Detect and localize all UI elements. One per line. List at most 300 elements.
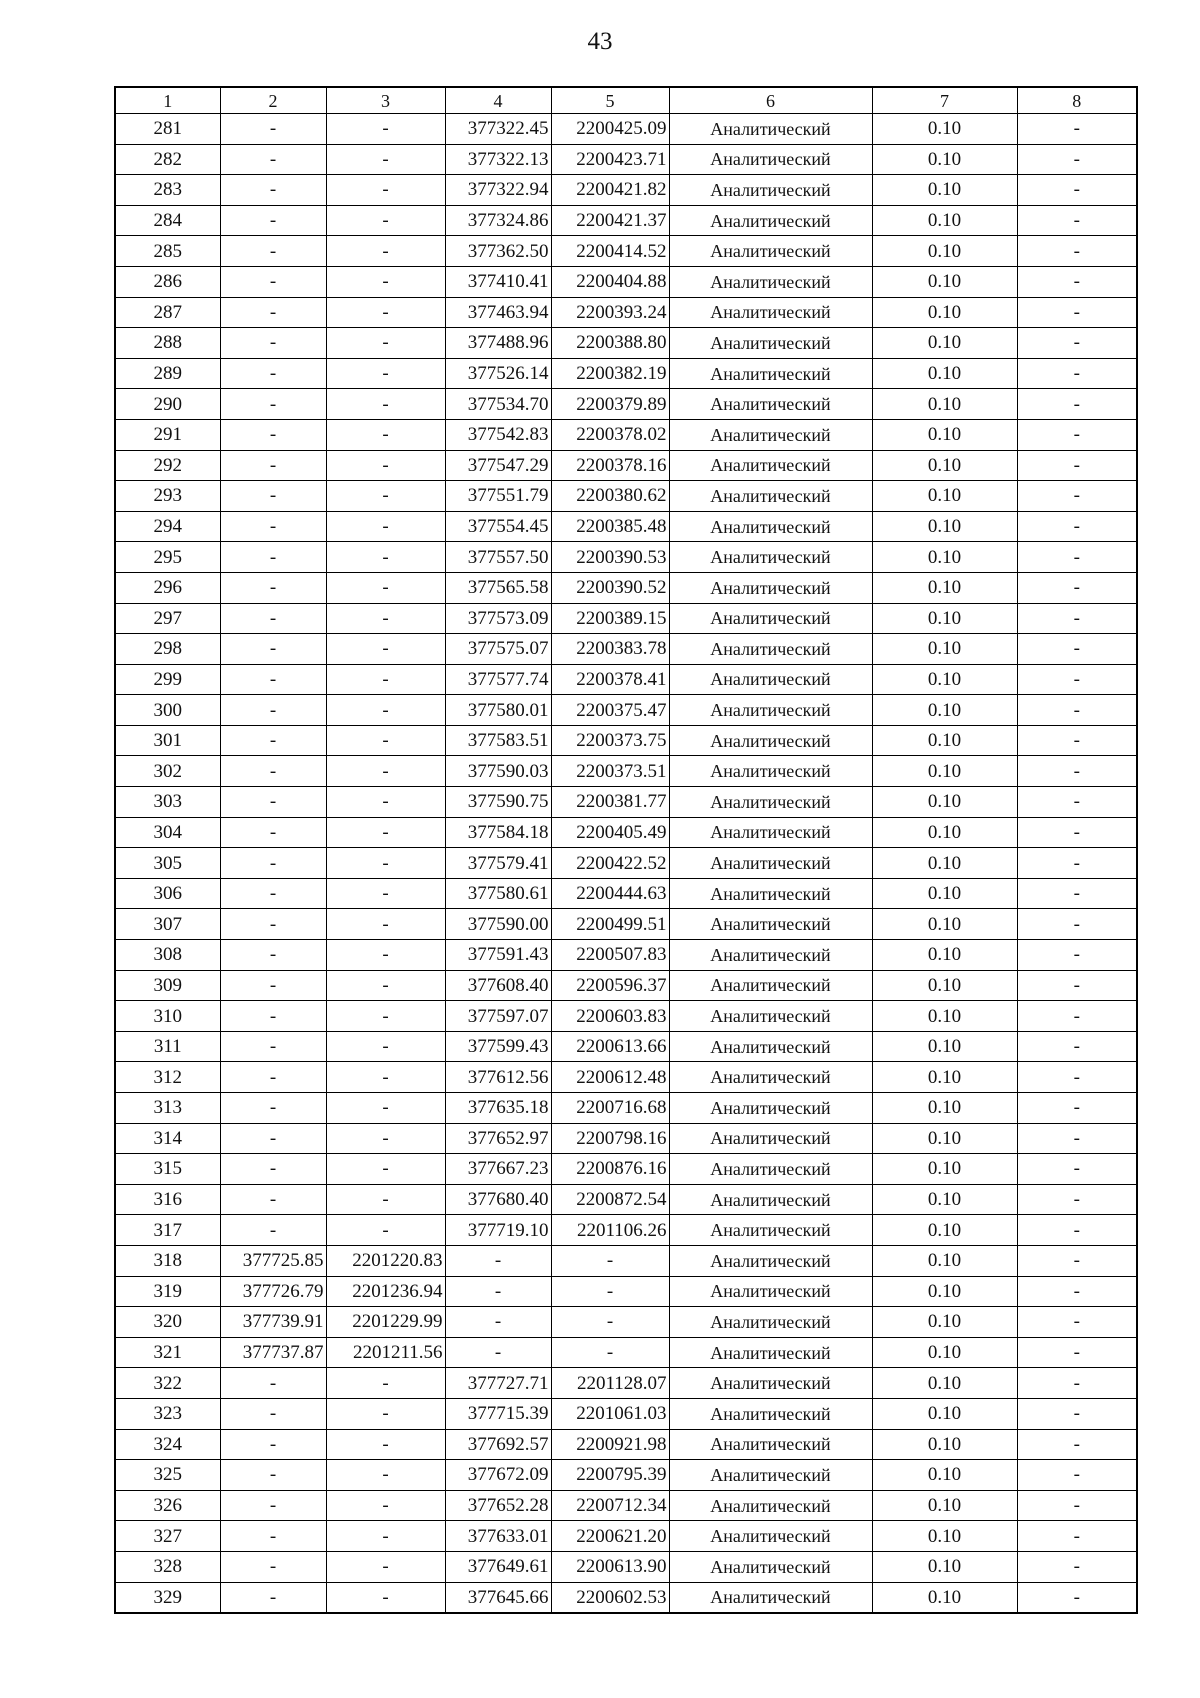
table-cell: 377554.45 xyxy=(445,511,551,542)
table-cell: 2200389.15 xyxy=(551,603,669,634)
table-cell: - xyxy=(326,297,445,328)
table-cell: Аналитический xyxy=(669,695,872,726)
table-cell: - xyxy=(220,481,326,512)
table-cell: - xyxy=(1017,1582,1137,1613)
table-cell: - xyxy=(220,1521,326,1552)
table-cell: Аналитический xyxy=(669,1307,872,1338)
table-cell: 377526.14 xyxy=(445,358,551,389)
table-cell: 0.10 xyxy=(872,236,1017,267)
table-cell: - xyxy=(326,909,445,940)
table-cell: - xyxy=(326,1551,445,1582)
table-cell: 2200373.75 xyxy=(551,725,669,756)
table-cell: - xyxy=(1017,817,1137,848)
table-cell: 0.10 xyxy=(872,114,1017,145)
table-cell: - xyxy=(1017,603,1137,634)
table-cell: - xyxy=(220,970,326,1001)
table-cell: - xyxy=(1017,1093,1137,1124)
table-cell: - xyxy=(220,1154,326,1185)
table-row xyxy=(115,1429,1137,1460)
table-cell: 301 xyxy=(115,725,220,756)
table-row xyxy=(115,481,1137,512)
table-row xyxy=(115,1582,1137,1613)
table-cell: 377542.83 xyxy=(445,419,551,450)
table-cell: 318 xyxy=(115,1245,220,1276)
table-cell: 2200421.82 xyxy=(551,175,669,206)
column-header: 1 xyxy=(115,87,220,114)
table-cell: 292 xyxy=(115,450,220,481)
table-cell: - xyxy=(1017,1062,1137,1093)
table-cell: 377652.97 xyxy=(445,1123,551,1154)
table-cell: 377715.39 xyxy=(445,1398,551,1429)
table-row xyxy=(115,542,1137,573)
table-cell: 377597.07 xyxy=(445,1001,551,1032)
table-cell: 317 xyxy=(115,1215,220,1246)
table-cell: 377590.03 xyxy=(445,756,551,787)
table-cell: Аналитический xyxy=(669,1245,872,1276)
table-cell: 307 xyxy=(115,909,220,940)
table-cell: - xyxy=(220,664,326,695)
table-cell: 0.10 xyxy=(872,328,1017,359)
table-cell: - xyxy=(1017,542,1137,573)
table-cell: 0.10 xyxy=(872,144,1017,175)
table-cell: - xyxy=(326,1184,445,1215)
table-cell: - xyxy=(326,481,445,512)
table-cell: - xyxy=(326,1154,445,1185)
table-cell: 377322.45 xyxy=(445,114,551,145)
table-cell: 304 xyxy=(115,817,220,848)
table-row xyxy=(115,878,1137,909)
table-cell: - xyxy=(551,1276,669,1307)
table-row xyxy=(115,1093,1137,1124)
table-cell: 2200612.48 xyxy=(551,1062,669,1093)
table-cell: 0.10 xyxy=(872,1551,1017,1582)
table-cell: 2200621.20 xyxy=(551,1521,669,1552)
table-cell: - xyxy=(220,236,326,267)
table-cell: Аналитический xyxy=(669,389,872,420)
table-cell: - xyxy=(220,450,326,481)
table-cell: 377726.79 xyxy=(220,1276,326,1307)
table-row xyxy=(115,634,1137,665)
table-cell: 2200602.53 xyxy=(551,1582,669,1613)
table-cell: 377590.75 xyxy=(445,787,551,818)
table-cell: - xyxy=(1017,572,1137,603)
table-cell: 0.10 xyxy=(872,848,1017,879)
table-cell: 297 xyxy=(115,603,220,634)
table-cell: - xyxy=(1017,114,1137,145)
table-cell: 287 xyxy=(115,297,220,328)
table-cell: 377633.01 xyxy=(445,1521,551,1552)
table-cell: Аналитический xyxy=(669,1398,872,1429)
table-header-row xyxy=(115,87,1137,114)
table-cell: 377739.91 xyxy=(220,1307,326,1338)
table-row xyxy=(115,1123,1137,1154)
table-cell: 315 xyxy=(115,1154,220,1185)
table-cell: - xyxy=(326,1031,445,1062)
table-row xyxy=(115,817,1137,848)
table-cell: 0.10 xyxy=(872,940,1017,971)
table-cell: - xyxy=(1017,970,1137,1001)
table-cell: 377727.71 xyxy=(445,1368,551,1399)
table-body xyxy=(115,114,1137,1614)
table-row xyxy=(115,205,1137,236)
table-cell: 0.10 xyxy=(872,1093,1017,1124)
table-row xyxy=(115,328,1137,359)
table-cell: Аналитический xyxy=(669,787,872,818)
table-cell: Аналитический xyxy=(669,114,872,145)
table-cell: 2200876.16 xyxy=(551,1154,669,1185)
table-cell: 2200393.24 xyxy=(551,297,669,328)
table-cell: 0.10 xyxy=(872,603,1017,634)
table-cell: - xyxy=(220,144,326,175)
table-cell: - xyxy=(1017,1276,1137,1307)
table-row xyxy=(115,114,1137,145)
table-cell: - xyxy=(1017,664,1137,695)
table-cell: - xyxy=(326,1521,445,1552)
table-cell: - xyxy=(1017,175,1137,206)
table-cell: 2200872.54 xyxy=(551,1184,669,1215)
table-row xyxy=(115,787,1137,818)
table-cell: 377575.07 xyxy=(445,634,551,665)
table-cell: - xyxy=(326,511,445,542)
table-cell: Аналитический xyxy=(669,1001,872,1032)
table-cell: 0.10 xyxy=(872,1031,1017,1062)
table-cell: 2201229.99 xyxy=(326,1307,445,1338)
table-cell: 2200921.98 xyxy=(551,1429,669,1460)
table-row xyxy=(115,1215,1137,1246)
table-cell: 0.10 xyxy=(872,664,1017,695)
table-cell: - xyxy=(326,1398,445,1429)
table-cell: - xyxy=(220,175,326,206)
table-cell: 288 xyxy=(115,328,220,359)
table-cell: - xyxy=(220,511,326,542)
table-cell: - xyxy=(1017,1123,1137,1154)
table-cell: - xyxy=(1017,1429,1137,1460)
table-cell: - xyxy=(326,1429,445,1460)
table-cell: Аналитический xyxy=(669,1215,872,1246)
table-cell: - xyxy=(326,572,445,603)
table-cell: 2200444.63 xyxy=(551,878,669,909)
table-cell: 300 xyxy=(115,695,220,726)
table-row xyxy=(115,970,1137,1001)
table-cell: 377580.01 xyxy=(445,695,551,726)
table-cell: 0.10 xyxy=(872,1184,1017,1215)
table-row xyxy=(115,1551,1137,1582)
column-header: 5 xyxy=(551,87,669,114)
table-cell: 2201211.56 xyxy=(326,1337,445,1368)
table-row xyxy=(115,450,1137,481)
table-cell: - xyxy=(326,419,445,450)
table-cell: Аналитический xyxy=(669,634,872,665)
column-header: 7 xyxy=(872,87,1017,114)
table-cell: - xyxy=(220,1093,326,1124)
table-cell: 0.10 xyxy=(872,1460,1017,1491)
table-cell: 312 xyxy=(115,1062,220,1093)
table-cell: - xyxy=(326,940,445,971)
table-row xyxy=(115,511,1137,542)
table-cell: - xyxy=(220,756,326,787)
table-cell: 285 xyxy=(115,236,220,267)
table-cell: Аналитический xyxy=(669,542,872,573)
table-cell: 2200390.52 xyxy=(551,572,669,603)
table-cell: 2200382.19 xyxy=(551,358,669,389)
table-cell: Аналитический xyxy=(669,144,872,175)
table-cell: - xyxy=(220,940,326,971)
table-cell: - xyxy=(1017,1460,1137,1491)
table-cell: - xyxy=(326,848,445,879)
table-cell: 377324.86 xyxy=(445,205,551,236)
table-cell: 313 xyxy=(115,1093,220,1124)
table-row xyxy=(115,1398,1137,1429)
table-cell: 377672.09 xyxy=(445,1460,551,1491)
table-cell: - xyxy=(326,542,445,573)
table-cell: 0.10 xyxy=(872,419,1017,450)
table-cell: - xyxy=(1017,236,1137,267)
table-cell: - xyxy=(220,695,326,726)
table-cell: Аналитический xyxy=(669,1460,872,1491)
table-cell: - xyxy=(1017,419,1137,450)
table-row xyxy=(115,1031,1137,1062)
table-cell: 377599.43 xyxy=(445,1031,551,1062)
table-cell: - xyxy=(1017,389,1137,420)
table-cell: 308 xyxy=(115,940,220,971)
table-cell: - xyxy=(326,878,445,909)
table-row xyxy=(115,756,1137,787)
table-cell: - xyxy=(220,1551,326,1582)
table-cell: - xyxy=(1017,695,1137,726)
table-cell: - xyxy=(1017,1521,1137,1552)
table-cell: 2200379.89 xyxy=(551,389,669,420)
table-row xyxy=(115,1368,1137,1399)
table-cell: - xyxy=(326,970,445,1001)
table-cell: 0.10 xyxy=(872,266,1017,297)
table-cell: 0.10 xyxy=(872,1276,1017,1307)
table-cell: 0.10 xyxy=(872,817,1017,848)
table-cell: 316 xyxy=(115,1184,220,1215)
table-cell: Аналитический xyxy=(669,1276,872,1307)
table-cell: 0.10 xyxy=(872,1490,1017,1521)
table-cell: Аналитический xyxy=(669,175,872,206)
table-cell: - xyxy=(326,236,445,267)
table-cell: - xyxy=(220,603,326,634)
table-cell: - xyxy=(220,114,326,145)
table-cell: - xyxy=(1017,1368,1137,1399)
table-cell: 328 xyxy=(115,1551,220,1582)
table-cell: 0.10 xyxy=(872,1062,1017,1093)
table-cell: - xyxy=(326,817,445,848)
table-cell: - xyxy=(1017,1031,1137,1062)
table-cell: 283 xyxy=(115,175,220,206)
table-cell: 377608.40 xyxy=(445,970,551,1001)
table-cell: 319 xyxy=(115,1276,220,1307)
table-cell: 377565.58 xyxy=(445,572,551,603)
table-cell: 2200798.16 xyxy=(551,1123,669,1154)
table-cell: - xyxy=(326,450,445,481)
table-cell: - xyxy=(220,817,326,848)
table-cell: - xyxy=(326,328,445,359)
table-cell: - xyxy=(1017,1398,1137,1429)
table-row xyxy=(115,389,1137,420)
table-row xyxy=(115,1460,1137,1491)
table-cell: 2201128.07 xyxy=(551,1368,669,1399)
table-cell: 0.10 xyxy=(872,1368,1017,1399)
table-cell: 377547.29 xyxy=(445,450,551,481)
table-cell: 2200378.02 xyxy=(551,419,669,450)
table-cell: - xyxy=(1017,205,1137,236)
table-cell: - xyxy=(326,205,445,236)
table-cell: Аналитический xyxy=(669,878,872,909)
table-cell: - xyxy=(220,1460,326,1491)
table-cell: 377680.40 xyxy=(445,1184,551,1215)
column-header: 6 xyxy=(669,87,872,114)
table-cell: Аналитический xyxy=(669,1154,872,1185)
table-cell: 377725.85 xyxy=(220,1245,326,1276)
table-cell: 0.10 xyxy=(872,878,1017,909)
table-cell: Аналитический xyxy=(669,1582,872,1613)
column-header: 8 xyxy=(1017,87,1137,114)
table-cell: 2200422.52 xyxy=(551,848,669,879)
table-row xyxy=(115,1154,1137,1185)
column-header: 4 xyxy=(445,87,551,114)
table-cell: 2200499.51 xyxy=(551,909,669,940)
table-cell: 0.10 xyxy=(872,175,1017,206)
table-cell: 377590.00 xyxy=(445,909,551,940)
table-cell: - xyxy=(551,1245,669,1276)
table-cell: - xyxy=(220,1031,326,1062)
table-cell: 2200414.52 xyxy=(551,236,669,267)
table-row xyxy=(115,1062,1137,1093)
table-row xyxy=(115,144,1137,175)
table-cell: 0.10 xyxy=(872,1123,1017,1154)
table-cell: - xyxy=(220,878,326,909)
table-cell: 377612.56 xyxy=(445,1062,551,1093)
table-cell: 2200404.88 xyxy=(551,266,669,297)
table-cell: 2200795.39 xyxy=(551,1460,669,1491)
table-cell: - xyxy=(326,1490,445,1521)
table-cell: 0.10 xyxy=(872,1001,1017,1032)
table-cell: - xyxy=(220,1490,326,1521)
table-cell: 290 xyxy=(115,389,220,420)
table-cell: Аналитический xyxy=(669,664,872,695)
table-cell: - xyxy=(326,756,445,787)
table-cell: - xyxy=(551,1307,669,1338)
table-cell: - xyxy=(1017,1307,1137,1338)
table-cell: 294 xyxy=(115,511,220,542)
table-cell: - xyxy=(326,664,445,695)
table-cell: 0.10 xyxy=(872,1154,1017,1185)
table-cell: 2200421.37 xyxy=(551,205,669,236)
table-row xyxy=(115,848,1137,879)
table-cell: Аналитический xyxy=(669,205,872,236)
table-cell: 284 xyxy=(115,205,220,236)
table-cell: - xyxy=(220,1368,326,1399)
table-cell: 305 xyxy=(115,848,220,879)
table-cell: - xyxy=(1017,1154,1137,1185)
column-header: 3 xyxy=(326,87,445,114)
table-cell: 2200375.47 xyxy=(551,695,669,726)
table-cell: - xyxy=(326,1460,445,1491)
table-row xyxy=(115,909,1137,940)
table-cell: Аналитический xyxy=(669,1521,872,1552)
table-cell: Аналитический xyxy=(669,481,872,512)
table-cell: Аналитический xyxy=(669,1337,872,1368)
table-cell: Аналитический xyxy=(669,1429,872,1460)
table-cell: Аналитический xyxy=(669,1062,872,1093)
table-cell: 322 xyxy=(115,1368,220,1399)
table-cell: Аналитический xyxy=(669,1184,872,1215)
table-cell: 0.10 xyxy=(872,389,1017,420)
table-cell: 2200385.48 xyxy=(551,511,669,542)
table-cell: 377573.09 xyxy=(445,603,551,634)
table-cell: 0.10 xyxy=(872,1429,1017,1460)
table-cell: 0.10 xyxy=(872,542,1017,573)
table-cell: - xyxy=(1017,634,1137,665)
table-cell: - xyxy=(326,787,445,818)
table-cell: - xyxy=(326,1215,445,1246)
table-cell: 306 xyxy=(115,878,220,909)
table-cell: Аналитический xyxy=(669,940,872,971)
table-cell: 293 xyxy=(115,481,220,512)
table-cell: 2200712.34 xyxy=(551,1490,669,1521)
table-row xyxy=(115,358,1137,389)
table-cell: - xyxy=(445,1245,551,1276)
table-cell: Аналитический xyxy=(669,817,872,848)
column-header: 2 xyxy=(220,87,326,114)
table-cell: 327 xyxy=(115,1521,220,1552)
table-cell: 0.10 xyxy=(872,725,1017,756)
table-cell: - xyxy=(1017,787,1137,818)
table-row xyxy=(115,1307,1137,1338)
table-cell: - xyxy=(326,1368,445,1399)
table-cell: 0.10 xyxy=(872,205,1017,236)
table-cell: 2200390.53 xyxy=(551,542,669,573)
table-cell: Аналитический xyxy=(669,1368,872,1399)
table-cell: Аналитический xyxy=(669,328,872,359)
table-cell: 0.10 xyxy=(872,1337,1017,1368)
table-cell: - xyxy=(220,205,326,236)
table-cell: - xyxy=(1017,756,1137,787)
table-cell: 2201236.94 xyxy=(326,1276,445,1307)
table-cell: 291 xyxy=(115,419,220,450)
table-cell: - xyxy=(1017,1184,1137,1215)
table-cell: Аналитический xyxy=(669,1551,872,1582)
table-row xyxy=(115,940,1137,971)
table-row xyxy=(115,695,1137,726)
table-cell: - xyxy=(1017,1215,1137,1246)
table-cell: 377635.18 xyxy=(445,1093,551,1124)
table-cell: Аналитический xyxy=(669,725,872,756)
table-cell: 0.10 xyxy=(872,1521,1017,1552)
table-cell: 2200378.41 xyxy=(551,664,669,695)
page-number: 43 xyxy=(587,28,613,55)
table-cell: - xyxy=(445,1337,551,1368)
table-cell: 377410.41 xyxy=(445,266,551,297)
table-cell: 377534.70 xyxy=(445,389,551,420)
table-cell: Аналитический xyxy=(669,266,872,297)
table-cell: 0.10 xyxy=(872,511,1017,542)
table-cell: - xyxy=(1017,1490,1137,1521)
table-cell: 326 xyxy=(115,1490,220,1521)
table-cell: 0.10 xyxy=(872,787,1017,818)
table-cell: - xyxy=(326,695,445,726)
table-cell: 377667.23 xyxy=(445,1154,551,1185)
table-cell: 377737.87 xyxy=(220,1337,326,1368)
table-cell: 2200423.71 xyxy=(551,144,669,175)
table-cell: - xyxy=(220,787,326,818)
table-cell: 377362.50 xyxy=(445,236,551,267)
table-cell: - xyxy=(1017,481,1137,512)
table-cell: 309 xyxy=(115,970,220,1001)
table-cell: Аналитический xyxy=(669,1490,872,1521)
